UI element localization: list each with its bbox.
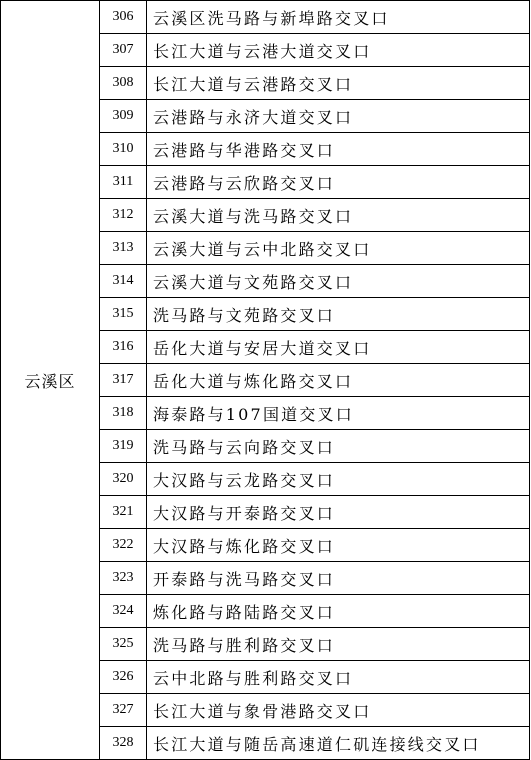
- row-number-cell: 320: [100, 463, 147, 496]
- location-cell: 长江大道与象骨港路交叉口: [147, 694, 530, 727]
- row-number-cell: 327: [100, 694, 147, 727]
- location-cell: 洗马路与胜利路交叉口: [147, 628, 530, 661]
- district-cell: 云溪区: [1, 1, 100, 760]
- location-cell: 岳化大道与安居大道交叉口: [147, 331, 530, 364]
- location-cell: 云港路与永济大道交叉口: [147, 100, 530, 133]
- location-cell: 云溪大道与云中北路交叉口: [147, 232, 530, 265]
- location-cell: 大汉路与炼化路交叉口: [147, 529, 530, 562]
- row-number-cell: 312: [100, 199, 147, 232]
- row-number-cell: 326: [100, 661, 147, 694]
- row-number-cell: 313: [100, 232, 147, 265]
- row-number-cell: 316: [100, 331, 147, 364]
- row-number-cell: 310: [100, 133, 147, 166]
- location-cell: 开泰路与洗马路交叉口: [147, 562, 530, 595]
- row-number-cell: 311: [100, 166, 147, 199]
- row-number-cell: 325: [100, 628, 147, 661]
- row-number-cell: 315: [100, 298, 147, 331]
- row-number-cell: 328: [100, 727, 147, 760]
- location-cell: 云港路与云欣路交叉口: [147, 166, 530, 199]
- location-cell: 岳化大道与炼化路交叉口: [147, 364, 530, 397]
- row-number-cell: 307: [100, 34, 147, 67]
- location-cell: 长江大道与云港大道交叉口: [147, 34, 530, 67]
- row-number-cell: 322: [100, 529, 147, 562]
- row-number-cell: 323: [100, 562, 147, 595]
- location-cell: 大汉路与云龙路交叉口: [147, 463, 530, 496]
- location-cell: 海泰路与107国道交叉口: [147, 397, 530, 430]
- location-cell: 云溪大道与洗马路交叉口: [147, 199, 530, 232]
- table-row: [1, 1, 530, 34]
- row-number-cell: 319: [100, 430, 147, 463]
- row-number-cell: 317: [100, 364, 147, 397]
- row-number-cell: 318: [100, 397, 147, 430]
- row-number-cell: 306: [100, 1, 147, 34]
- location-cell: 云港路与华港路交叉口: [147, 133, 530, 166]
- location-cell: 洗马路与文苑路交叉口: [147, 298, 530, 331]
- location-cell: 云溪区洗马路与新埠路交叉口: [147, 1, 530, 34]
- location-cell: 云中北路与胜利路交叉口: [147, 661, 530, 694]
- row-number-cell: 321: [100, 496, 147, 529]
- table-body: [1, 1, 530, 760]
- row-number-cell: 308: [100, 67, 147, 100]
- location-cell: 炼化路与路陆路交叉口: [147, 595, 530, 628]
- location-cell: 大汉路与开泰路交叉口: [147, 496, 530, 529]
- row-number-cell: 309: [100, 100, 147, 133]
- location-cell: 洗马路与云向路交叉口: [147, 430, 530, 463]
- row-number-cell: 314: [100, 265, 147, 298]
- location-cell: 长江大道与云港路交叉口: [147, 67, 530, 100]
- location-cell: 云溪大道与文苑路交叉口: [147, 265, 530, 298]
- location-cell: 长江大道与随岳高速道仁矶连接线交叉口: [147, 727, 530, 760]
- row-number-cell: 324: [100, 595, 147, 628]
